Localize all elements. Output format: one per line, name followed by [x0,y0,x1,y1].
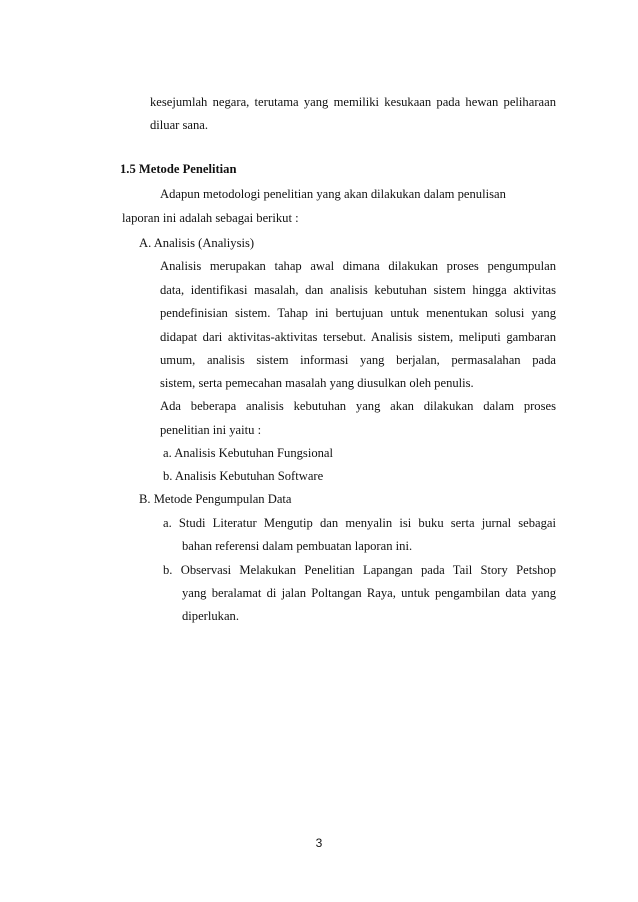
item-a-p1-line: pendefinisian sistem. Tahap ini bertujuan untuk menentukan solusi yang [160,306,556,320]
item-b-sub-a-line: a. Studi Literatur Mengutip dan menyalin isi buku serta jurnal sebagai [163,516,556,530]
item-b-sub-b-line: yang beralamat di jalan Poltangan Raya, untuk pengambilan data yang [182,586,556,600]
item-a-p1-line: data, identifikasi masalah, dan analisis kebutuhan sistem hingga aktivitas [160,283,556,297]
item-a-p1-line: Analisis merupakan tahap awal dimana dilakukan proses pengumpulan [160,259,556,273]
item-a-p1-line: didapat dari aktivitas-aktivitas tersebut. Analisis sistem, meliputi gambaran [160,330,556,344]
item-b-sub-b-line: b. Observasi Melakukan Penelitian Lapangan pada Tail Story Petshop [163,563,556,577]
section-intro-line-2: laporan ini adalah sebagai berikut : [122,211,299,225]
intro-cont-line-2: diluar sana. [150,118,209,132]
item-b-sub-a-line: bahan referensi dalam pembuatan laporan ini. [182,539,413,553]
item-a-p2-line: penelitian ini yaitu : [160,423,262,437]
item-a-sub-item: b. Analisis Kebutuhan Software [163,469,324,483]
section-heading: 1.5 Metode Penelitian [120,162,237,176]
item-a-p1-line: sistem, serta pemecahan masalah yang diusulkan oleh penulis. [160,376,474,390]
intro-cont-line-1: kesejumlah negara, terutama yang memiliki kesukaan pada hewan peliharaan [150,95,556,109]
page-number: 3 [315,836,323,850]
item-b-sub-b-line: diperlukan. [182,609,240,623]
item-a-title: A. Analisis (Analiysis) [139,236,255,250]
item-a-sub-item: a. Analisis Kebutuhan Fungsional [163,446,334,460]
item-a-p2-line: Ada beberapa analisis kebutuhan yang akan dilakukan dalam proses [160,399,556,413]
item-b-title: B. Metode Pengumpulan Data [139,492,292,506]
section-intro-line-1: Adapun metodologi penelitian yang akan dilakukan dalam penulisan [160,187,506,201]
item-a-p1-line: umum, analisis sistem informasi yang berjalan, permasalahan pada [160,353,556,367]
